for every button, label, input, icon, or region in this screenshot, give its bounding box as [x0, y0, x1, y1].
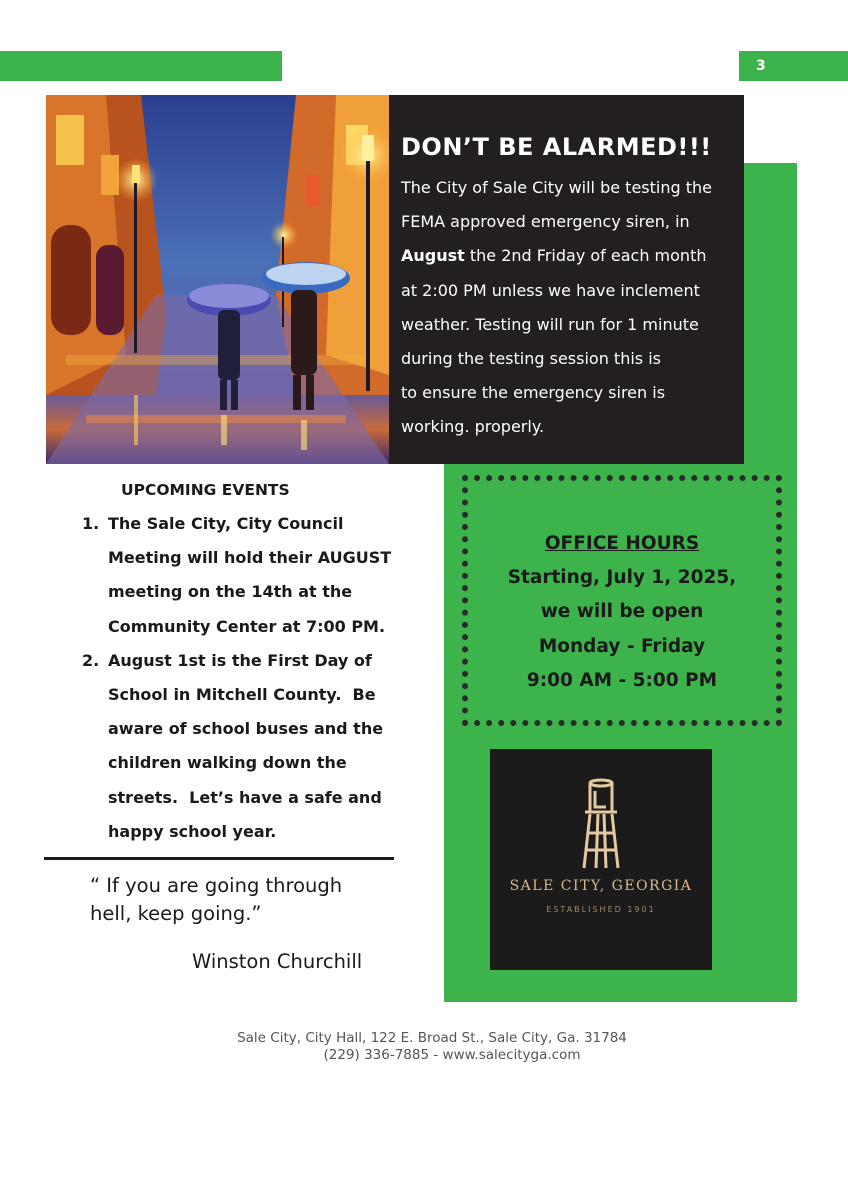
alert-title: DON’T BE ALARMED!!!: [401, 133, 712, 161]
office-hours-line: 9:00 AM - 5:00 PM: [526, 669, 718, 691]
alert-line: to ensure the emergency siren is: [401, 383, 666, 403]
page-number: 3: [756, 58, 766, 74]
alert-line-rest: the 2nd Friday of each month: [464, 246, 707, 266]
alert-month: August: [401, 246, 465, 266]
sale-city-logo: [490, 749, 712, 970]
event-line: School in Mitchell County. Be: [108, 685, 376, 705]
quote: [90, 872, 390, 928]
event-line: Community Center at 7:00 PM.: [108, 616, 386, 636]
quote-line: hell, keep going.”: [90, 902, 262, 925]
office-hours-line: we will be open: [540, 601, 704, 623]
section-divider: [44, 857, 394, 860]
event-number: 1.: [82, 514, 100, 533]
event-item: [82, 644, 402, 849]
alert-line: at 2:00 PM unless we have inclement: [401, 280, 700, 300]
event-line: children walking down the: [108, 753, 347, 773]
logo-established: ESTABLISHED 1901: [546, 905, 656, 914]
quote-line: “ If you are going through: [90, 874, 343, 897]
alert-line: working. properly.: [401, 417, 545, 437]
alert-body: [401, 171, 732, 445]
office-hours-line: Starting, July 1, 2025,: [507, 567, 737, 589]
event-line: The Sale City, City Council: [108, 514, 344, 533]
top-accent-bar: [0, 51, 282, 81]
rainy-street-painting: [46, 95, 389, 464]
event-line: meeting on the 14th at the: [108, 582, 353, 602]
event-line: aware of school buses and the: [108, 719, 384, 739]
event-line: happy school year.: [108, 821, 277, 841]
quote-author: Winston Churchill: [192, 950, 363, 973]
office-hours-line: Monday - Friday: [538, 635, 706, 657]
event-line: streets. Let’s have a safe and: [108, 787, 382, 807]
logo-name: SALE CITY, GEORGIA: [509, 878, 693, 894]
office-hours-box: [462, 475, 782, 726]
water-tower-icon: [490, 749, 712, 874]
siren-alert-box: [389, 95, 744, 464]
office-hours-title: OFFICE HOURS: [544, 533, 700, 554]
alert-line: during the testing session this is: [401, 349, 661, 369]
event-line: August 1st is the First Day of: [108, 650, 372, 670]
event-number: 2.: [82, 650, 100, 670]
alert-line: [401, 239, 732, 273]
events-list: [82, 507, 402, 849]
alert-line: weather. Testing will run for 1 minute: [401, 314, 699, 334]
alert-line: The City of Sale City will be testing the: [401, 178, 712, 197]
footer-address: Sale City, City Hall, 122 E. Broad St., Sale City, Ga. 31784: [237, 1030, 627, 1046]
event-item: [82, 507, 402, 644]
office-hours-content: [468, 527, 776, 698]
event-line: Meeting will hold their AUGUST: [108, 548, 392, 568]
events-title: UPCOMING EVENTS: [121, 481, 290, 499]
alert-line: FEMA approved emergency siren, in: [401, 212, 690, 232]
footer-contact: (229) 336-7885 - www.salecityga.com: [323, 1047, 581, 1063]
